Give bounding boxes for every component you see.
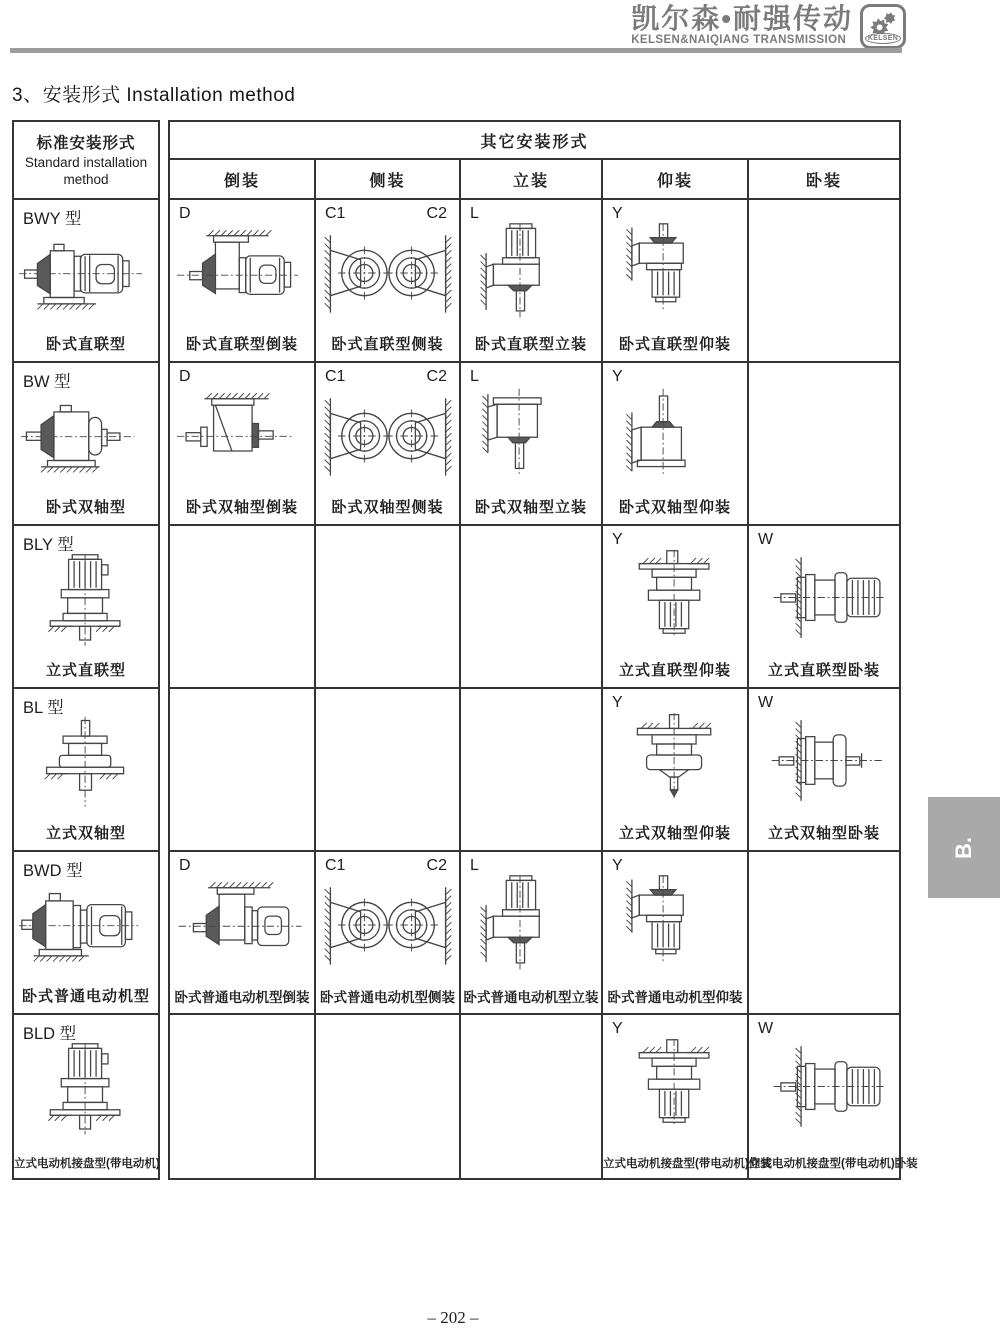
cell-caption: 卧式普通电动机型仰装	[607, 990, 743, 1005]
cell-caption: 卧式直联型	[45, 336, 126, 353]
page-number: – 202 –	[427, 1308, 479, 1327]
column-headers-row	[170, 160, 899, 200]
model-label: BL 型	[23, 699, 64, 717]
cell-caption: 立式双轴型卧装	[767, 825, 880, 842]
method-cell-BWY-C1	[316, 200, 461, 363]
orientation-code: W	[758, 531, 774, 548]
other-header-cell: 其它安装形式	[170, 122, 899, 160]
orientation-code: L	[470, 857, 479, 874]
model-label: BLY 型	[23, 536, 74, 554]
cell-caption: 立式电动机接盘型(带电动机)仰装	[603, 1158, 772, 1170]
header-rule	[10, 48, 902, 53]
drawing-wall-vert-motor-top	[461, 222, 601, 321]
orientation-code-2: C2	[426, 857, 447, 874]
cell-caption: 卧式双轴型倒装	[185, 499, 298, 516]
empty-cell	[170, 526, 316, 689]
cell-caption: 立式直联型仰装	[618, 662, 731, 679]
standard-cell-2	[14, 526, 158, 689]
drawing-v-motor-ceiling	[603, 548, 747, 647]
standard-cell-0	[14, 200, 158, 363]
orientation-code: D	[179, 205, 191, 222]
drawing-wall-horiz-motor	[749, 548, 899, 647]
method-cell-BLD-W	[749, 1015, 918, 1178]
orientation-code: W	[758, 694, 774, 711]
orientation-code: L	[470, 205, 479, 222]
cell-caption: 卧式直联型倒装	[185, 336, 298, 353]
standard-cell-4	[14, 852, 158, 1015]
drawing-h-motor2-ceiling	[170, 874, 314, 973]
method-cell-BWY-Y	[603, 200, 749, 363]
cell-caption: 立式直联型卧装	[767, 662, 880, 679]
orientation-code: C1	[325, 205, 346, 222]
orientation-code: C1	[325, 857, 346, 874]
installation-table	[12, 120, 918, 1180]
badge-label: KELSEN	[865, 33, 901, 44]
standard-cell-5	[14, 1015, 158, 1178]
orientation-code: Y	[612, 205, 623, 222]
model-label: BWD 型	[23, 862, 83, 880]
orientation-code-2: C2	[426, 205, 447, 222]
drawing-v-shaft-ground	[14, 715, 158, 814]
orientation-code: Y	[612, 1020, 623, 1037]
model-label: BW 型	[23, 373, 71, 391]
orientation-code: L	[470, 368, 479, 385]
cell-caption: 卧式普通电动机型倒装	[174, 990, 310, 1005]
standard-header-en: Standard installation method	[24, 155, 148, 187]
standard-header-cell	[14, 122, 158, 200]
empty-cell	[749, 852, 899, 1015]
method-cell-BLD-Y	[603, 1015, 772, 1178]
drawing-h-motor-ceiling	[170, 222, 314, 321]
method-cell-BWD-L	[461, 852, 603, 1015]
method-cell-BW-C1	[316, 363, 461, 526]
drawing-h-shaft-ground	[14, 389, 158, 488]
orientation-code: Y	[612, 368, 623, 385]
drawing-wall-vert-motor-bottom	[603, 874, 747, 973]
column-header-0: 倒装	[170, 160, 316, 200]
empty-cell	[461, 526, 603, 689]
brand-header	[0, 4, 906, 49]
cell-caption: 立式电动机接盘型(带电动机)	[14, 1158, 160, 1170]
orientation-code: D	[179, 857, 191, 874]
model-label: BLD 型	[23, 1025, 77, 1043]
standard-cell-3	[14, 689, 158, 852]
drawing-h-motor2-ground	[14, 878, 158, 977]
orientation-code: W	[758, 1020, 774, 1037]
method-cell-BL-Y	[603, 689, 749, 852]
standard-header-cn: 标准安装形式	[36, 135, 136, 153]
cell-caption: 卧式双轴型仰装	[618, 499, 731, 516]
drawing-wall-horiz-shaft	[749, 711, 899, 810]
method-cell-BW-L	[461, 363, 603, 526]
cell-caption: 卧式直联型立装	[474, 336, 587, 353]
drawing-wall-vert-shaft-up	[603, 385, 747, 484]
method-cell-BW-Y	[603, 363, 749, 526]
model-label: BWY 型	[23, 210, 82, 228]
cell-caption: 卧式直联型仰装	[618, 336, 731, 353]
orientation-code: D	[179, 368, 191, 385]
other-methods-table	[168, 120, 918, 1180]
drawing-side-pair	[316, 385, 459, 487]
drawing-h-motor-ground	[14, 226, 158, 325]
method-cell-BL-W	[749, 689, 899, 852]
drawing-wall-vert-motor-top	[461, 874, 601, 973]
drawing-wall-vert-shaft-down	[461, 385, 601, 484]
method-cell-BW-D	[170, 363, 316, 526]
empty-cell	[170, 1015, 316, 1178]
empty-cell	[461, 1015, 603, 1178]
empty-cell	[316, 1015, 461, 1178]
empty-cell	[316, 689, 461, 852]
drawing-v-shaft-ceiling	[603, 711, 747, 810]
cell-caption: 立式电动机接盘型(带电动机)卧装	[749, 1158, 918, 1170]
empty-cell	[749, 200, 899, 363]
orientation-code: Y	[612, 694, 623, 711]
method-cell-BWD-C1	[316, 852, 461, 1015]
section-index-label: B.	[951, 836, 976, 859]
brand-subtitle-en: KELSEN&NAIQIANG TRANSMISSION	[631, 34, 847, 47]
cell-caption: 卧式双轴型	[45, 499, 126, 516]
standard-cell-1	[14, 363, 158, 526]
method-cell-BLY-Y	[603, 526, 749, 689]
drawing-wall-horiz-motor	[749, 1037, 899, 1136]
orientation-code: Y	[612, 531, 623, 548]
standard-column	[12, 120, 160, 1180]
empty-cell	[749, 363, 899, 526]
column-header-2: 立装	[461, 160, 603, 200]
cell-caption: 立式双轴型仰装	[618, 825, 731, 842]
orientation-code: Y	[612, 857, 623, 874]
drawing-wall-vert-motor-bottom	[603, 222, 747, 321]
drawing-h-shaft-ceiling	[170, 385, 314, 484]
section-index-tab	[928, 797, 1000, 898]
drawing-v-motor-ground	[14, 1041, 158, 1140]
cell-caption: 卧式双轴型立装	[474, 499, 587, 516]
empty-cell	[461, 689, 603, 852]
brand-title-cn: 凯尔森•耐强传动	[631, 3, 853, 34]
cell-caption: 卧式普通电动机型	[21, 988, 150, 1005]
method-cell-BWD-Y	[603, 852, 749, 1015]
column-header-3: 仰装	[603, 160, 749, 200]
column-header-4: 卧装	[749, 160, 899, 200]
method-cell-BWY-L	[461, 200, 603, 363]
drawing-side-pair	[316, 874, 459, 976]
column-header-1: 侧装	[316, 160, 461, 200]
cell-caption: 立式直联型	[45, 662, 126, 679]
kelsen-logo-badge	[860, 4, 906, 49]
method-cell-BWY-D	[170, 200, 316, 363]
drawing-v-motor-ground	[14, 552, 158, 651]
empty-cell	[170, 689, 316, 852]
method-cell-BWD-D	[170, 852, 316, 1015]
cell-caption: 卧式普通电动机型立装	[463, 990, 599, 1005]
orientation-code-2: C2	[426, 368, 447, 385]
empty-cell	[316, 526, 461, 689]
method-cell-BLY-W	[749, 526, 899, 689]
cell-caption: 卧式直联型侧装	[331, 336, 444, 353]
cell-caption: 立式双轴型	[45, 825, 126, 842]
cell-caption: 卧式普通电动机型侧装	[320, 990, 455, 1005]
orientation-code: C1	[325, 368, 346, 385]
cell-caption: 卧式双轴型侧装	[331, 499, 444, 516]
drawing-v-motor-ceiling	[603, 1037, 747, 1136]
section-title: 3、安装形式 Installation method	[12, 85, 296, 106]
drawing-side-pair	[316, 222, 459, 324]
